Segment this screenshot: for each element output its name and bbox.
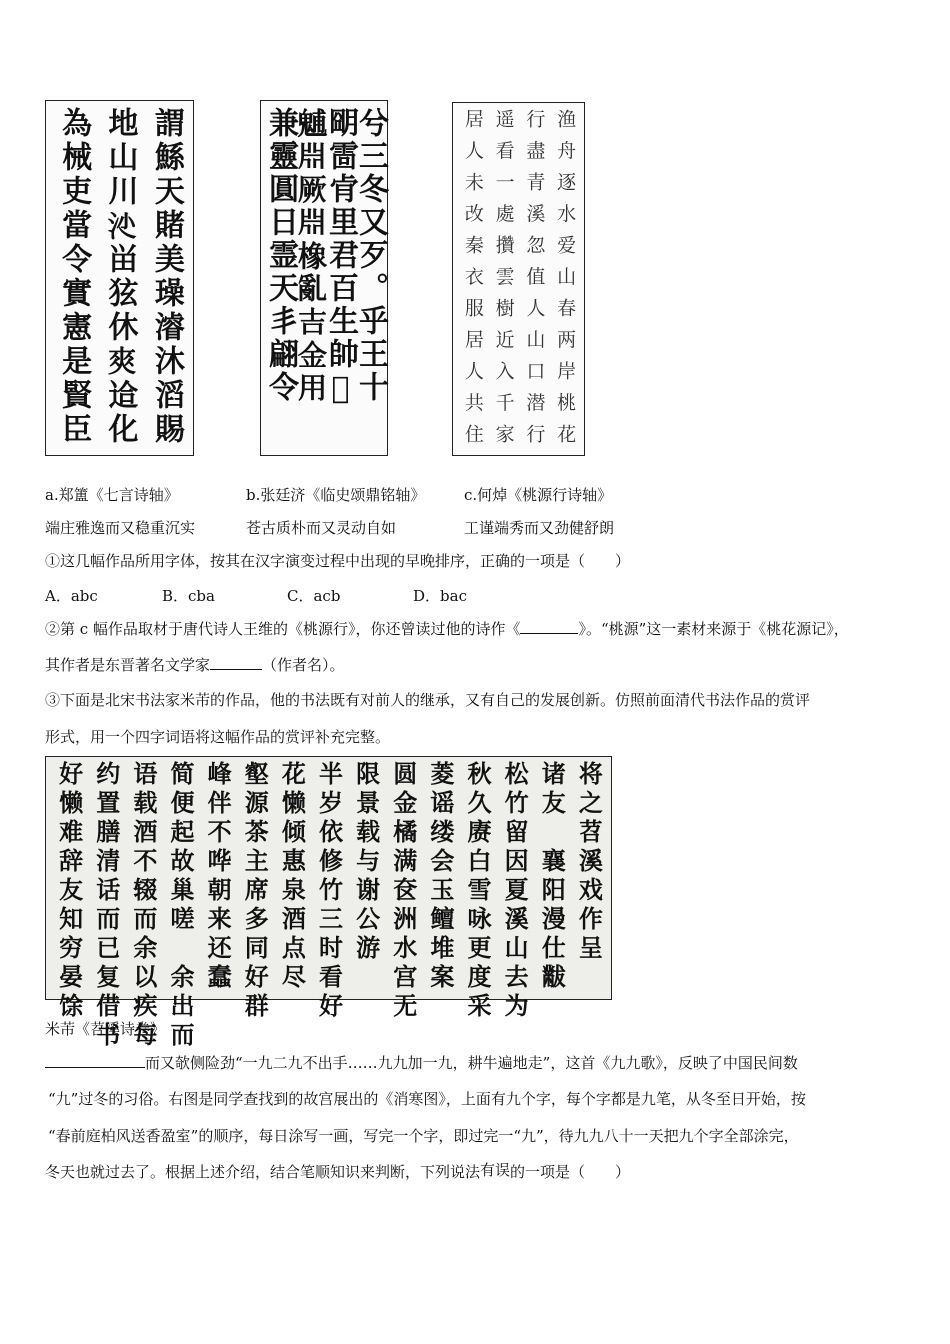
artwork-b-zhang-tingji (260, 100, 388, 456)
caption-c-title: c.何焯《桃源行诗轴》 (464, 486, 613, 504)
question-3-line-1: ③下面是北宋书法家米芾的作品，他的书法既有对前人的继承，又有自己的发展创新。仿照前面清代书法作品的赏评 (45, 691, 811, 709)
scroll-column: 峰伴不哗朝来还蠢 (203, 761, 233, 993)
scroll-column: 诸友 襄阳漫仕黻 (537, 761, 567, 993)
scroll-column: 松竹留因夏溪山去为 (500, 761, 530, 1022)
question-4-text: 冬天也就过去了。根据上述介绍，结合笔顺知识来判断，下列说法 (45, 1163, 481, 1181)
review-answer-blank[interactable] (45, 1067, 145, 1068)
question-1-option-b[interactable]: B．cba (162, 587, 215, 605)
question-1-option-a[interactable]: A．abc (45, 587, 98, 605)
scroll-column: 菱谣缕会玉鳣堆案 (425, 761, 455, 993)
artwork-a-column: 地山川𣲡畄㹡休𡙁䢔化 (102, 107, 138, 447)
scroll-column: 好懒难辞友知穷晏馀 (54, 761, 84, 1022)
answer-line-1 (45, 1052, 798, 1073)
artwork-c-column: 渔舟逐水爱山春两岸桃花 (554, 109, 577, 456)
question-2-line-1 (45, 618, 849, 639)
question-2-text: （作者名）。 (262, 656, 345, 674)
caption-b-title: b.张廷济《临史颂鼎铭轴》 (246, 486, 426, 504)
caption-a-title: a.郑簠《七言诗轴》 (45, 486, 179, 504)
emphasis-mark: 有误 (480, 1161, 511, 1179)
scroll-column: 限景载与谢公游 (351, 761, 381, 964)
question-4-text: 的一项是（ ） (510, 1163, 631, 1181)
question-1-option-d[interactable]: D．bac (413, 587, 467, 605)
question-3-line-2: 形式，用一个四字词语将这幅作品的赏评补充完整。 (45, 728, 391, 746)
poem-title-blank[interactable] (520, 633, 578, 634)
artwork-c-he-zhuo (452, 102, 585, 456)
artwork-b-column: 兼靈圓日霊天丯翩令 (263, 107, 298, 404)
scroll-column: 简便起故巢嗟 余出而 (165, 761, 195, 1051)
artwork-a-column: 為械吏當令實憲是賢臣 (56, 107, 92, 447)
caption-b-review: 苍古质朴而又灵动自如 (246, 519, 397, 537)
caption-a-review: 端庄雅逸而又稳重沉实 (45, 519, 196, 537)
question-2-text: ②第 c 幅作品取材于唐代诗人王维的《桃源行》，你还曾读过他的诗作《 (45, 620, 521, 638)
artwork-c-column: 行盡青溪忽值人山口潜行 (523, 109, 546, 456)
author-name-blank[interactable] (210, 669, 262, 670)
question-1-stem: ①这几幅作品所用字体，按其在汉字演变过程中出现的早晚排序，正确的一项是（ ） (45, 552, 631, 570)
artwork-b-column: 朙䨓肻里君百生帥𩒁 (323, 107, 358, 409)
question-2-line-2 (45, 654, 345, 675)
mifu-caption: 米芾《苕溪诗卷》 (45, 1020, 166, 1038)
scroll-column: 将之苕溪戏作呈 (574, 761, 604, 964)
scroll-column: 壑源茶主席多同好群 (240, 761, 270, 1022)
caption-c-review: 工谨端秀而又劲健舒朗 (464, 519, 615, 537)
artwork-c-column: 居人未改秦衣服居人共住 (461, 109, 484, 456)
scroll-column: 花懒倾惠泉酒点尽 (277, 761, 307, 993)
question-4-line-2: “九”过冬的习俗。右图是同学查找到的故宫展出的《消寒图》，上面有九个字，每个字都是九笔，从冬至日开始，按 (48, 1090, 806, 1108)
question-4-text: 而又欹侧险劲“一九二九不出手……九九加一九，耕牛遍地走”，这首《九九歌》，反映了中国民间数 (145, 1054, 798, 1072)
question-2-text: 其作者是东晋著名文学家 (45, 656, 211, 674)
question-2-text: 》。“桃源”这一素材来源于《桃花源记》， (578, 620, 849, 638)
artwork-b-column: 𩳐𣶒厥𣶒橡亂吉金用 (293, 107, 328, 404)
scroll-column: 秋久赓白雪咏更度采 (462, 761, 492, 1022)
scroll-column: 半岁依修竹三时看好 (314, 761, 344, 1022)
scroll-column: 语载酒不辍而余以疾每 (128, 761, 158, 1051)
artwork-b-column: 兮三冬又歹。乎王十 (353, 107, 388, 404)
question-4-line-4 (45, 1161, 630, 1182)
question-1-option-c[interactable]: C．acb (287, 587, 341, 605)
artwork-a-column: 謂鯀天賭美璪𣿰沐滔賜 (148, 107, 184, 447)
scroll-column: 圆金橘满奁洲水宫无 (388, 761, 418, 1022)
scroll-column: 约置膳清话而已复借书 (91, 761, 121, 1051)
question-4-line-3: “春前庭柏风送香盈室”的顺序，每日涂写一画，写完一个字，即过完一“九”，待九九八十一天把九个字全部涂完， (48, 1127, 799, 1145)
artwork-a-zheng-fu (45, 100, 194, 456)
artwork-c-column: 遥看一處攢雲樹近入千家 (492, 109, 515, 456)
